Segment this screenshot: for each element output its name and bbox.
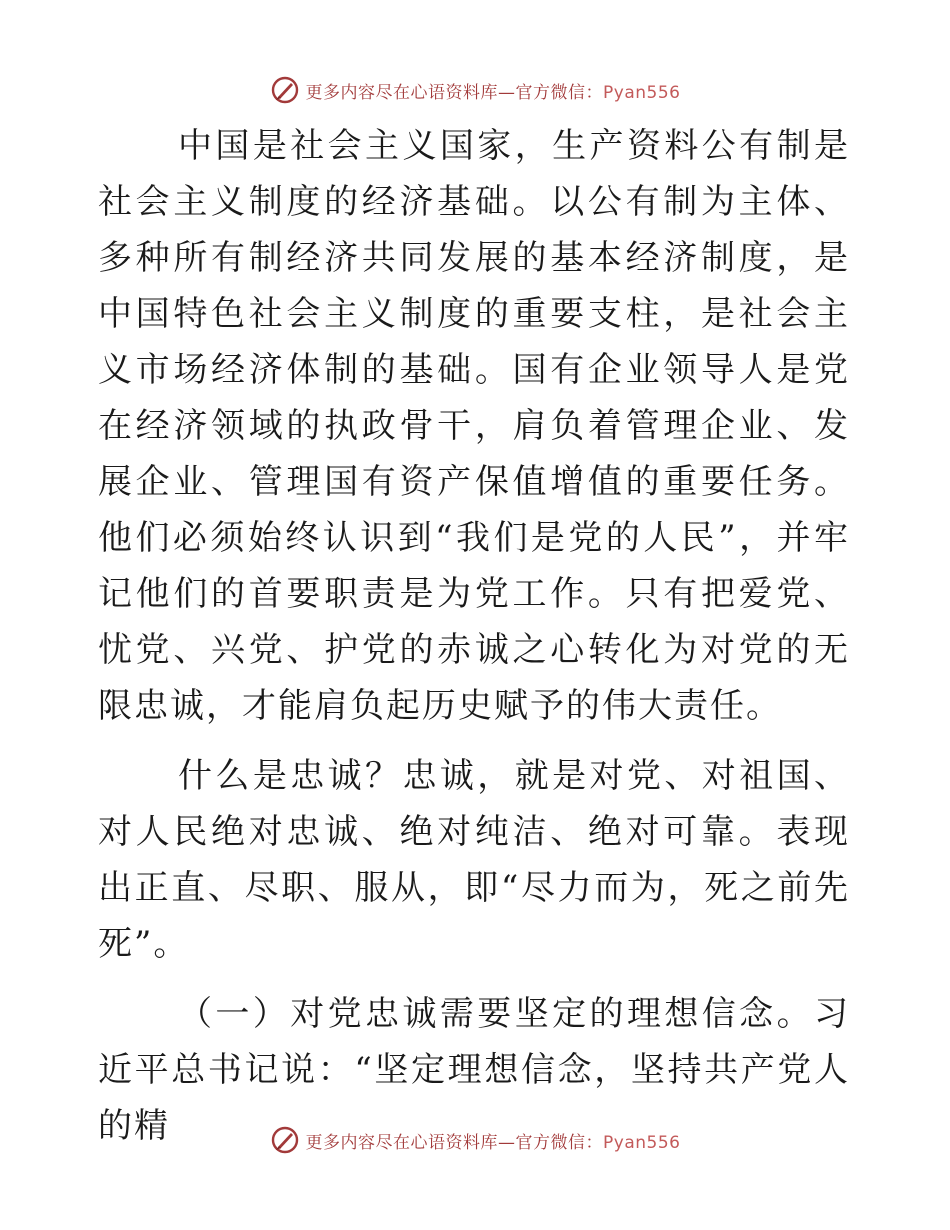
document-body xyxy=(98,118,850,1154)
quill-logo-icon xyxy=(270,75,300,105)
quill-logo-icon xyxy=(270,1125,300,1155)
watermark-text: 更多内容尽在心语资料库—官方微信：Pyan556 xyxy=(305,1132,681,1153)
header-watermark xyxy=(0,70,950,110)
paragraph: （一）对党忠诚需要坚定的理想信念。习近平总书记说：“坚定理想信念，坚持共产党人的精 xyxy=(98,994,850,1146)
paragraph: 什么是忠诚？忠诚，就是对党、对祖国、对人民绝对忠诚、绝对纯洁、绝对可靠。表现出正直、尽职、服从，即“尽力而为，死之前先死”。 xyxy=(98,756,850,964)
paragraph: 中国是社会主义国家，生产资料公有制是社会主义制度的经济基础。以公有制为主体、多种所有制经济共同发展的基本经济制度，是中国特色社会主义制度的重要支柱，是社会主义市场经济体制的基础。国有企业领导人是党在经济领域的执政骨干，肩负着管理企业、发展企业、管理国有资产保值增值的重要任务。他们必须始终认识到“我们是党的人民”，并牢记他们的首要职责是为党工作。只有把爱党、忧党、兴党、护党的赤诚之心转化为对党的无限忠诚，才能肩负起历史赋予的伟大责任。 xyxy=(98,126,850,726)
watermark-text: 更多内容尽在心语资料库—官方微信：Pyan556 xyxy=(305,82,681,103)
footer-watermark xyxy=(0,1120,950,1160)
